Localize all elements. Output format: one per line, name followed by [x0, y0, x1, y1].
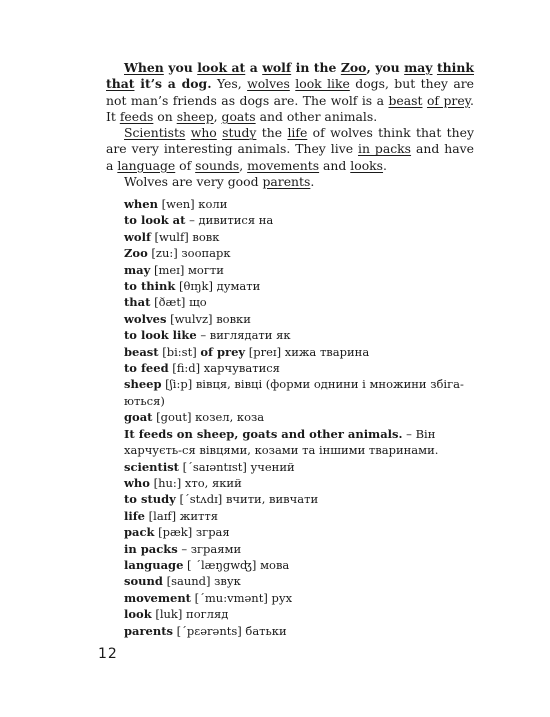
vocab-term: sound [124, 574, 163, 589]
vocab-term: movement [124, 590, 191, 605]
vocab-term: who [124, 475, 150, 490]
vocab-entry [124, 557, 474, 573]
vocab-term: goat [124, 410, 153, 425]
underlined-word: think that [106, 60, 474, 92]
vocab-entry [124, 229, 474, 245]
vocab-translation: [luk] погляд [151, 607, 229, 622]
vocab-term: pack [124, 525, 155, 540]
text-segment: Yes, [211, 76, 248, 92]
vocab-term: of prey [200, 344, 246, 359]
text-segment: you [163, 60, 198, 75]
vocab-entry [124, 541, 474, 557]
vocab-translation: [΄mu:vmənt] рух [191, 590, 293, 605]
underlined-word: may [404, 60, 433, 75]
underlined-word: Zoo [340, 60, 367, 75]
paragraph-2 [106, 125, 474, 174]
vocabulary-list [124, 196, 474, 639]
vocab-term: to look like [124, 328, 197, 343]
vocab-translation: [gout] козел, коза [152, 410, 265, 425]
vocab-entry [124, 491, 474, 507]
vocab-translation: [meɪ] могти [150, 262, 224, 277]
vocab-term: to study [124, 492, 176, 507]
text-segment: . [383, 157, 387, 173]
underlined-word: of prey [426, 92, 471, 108]
underlined-word: feeds [119, 108, 154, 124]
vocab-term: life [124, 508, 146, 523]
vocab-term: sheep [124, 377, 162, 392]
underlined-word: wolves [247, 76, 290, 92]
underlined-word: beast [388, 92, 423, 108]
underlined-word: study [222, 125, 257, 141]
vocab-entry [124, 623, 474, 639]
vocab-term: beast [124, 344, 159, 359]
underlined-word: look like [295, 76, 350, 92]
vocab-entry [124, 327, 474, 343]
text-segment: dogs, but they are not man’s friends as dogs are. The wolf is a [106, 76, 474, 108]
vocab-entry [124, 590, 474, 606]
vocab-term: look [124, 607, 152, 622]
vocab-term: when [124, 197, 158, 211]
vocab-translation: – зграями [177, 541, 242, 556]
vocab-term: wolves [124, 311, 167, 326]
vocab-entry [124, 475, 474, 491]
vocab-translation: – Він харчуєть-ся вівцями, козами та іншими тваринами. [124, 426, 439, 458]
vocab-term: may [124, 262, 151, 277]
vocab-translation: [fi:d] харчуватися [168, 361, 280, 376]
text-segment: in the [291, 60, 341, 75]
underlined-word: sounds [195, 157, 240, 173]
vocab-translation: [wulvz] вовки [166, 311, 251, 326]
vocab-translation: – виглядати як [196, 328, 291, 343]
vocab-translation: [΄stʌdɪ] вчити, вивчати [175, 492, 319, 507]
vocab-translation: [saund] звук [162, 574, 241, 589]
vocab-term: to look at [124, 213, 186, 228]
vocab-entry [124, 459, 474, 475]
vocab-entry [124, 360, 474, 376]
vocab-entry [124, 196, 474, 212]
text-segment: and other animals. [255, 108, 378, 124]
reading-text [106, 60, 474, 190]
underlined-word: who [190, 125, 217, 141]
text-segment: and [319, 157, 351, 173]
vocab-translation: [ʃi:p] вівця, вівці (форми однини і множини збіга-ються) [124, 377, 464, 408]
vocab-translation: [pæk] зграя [154, 525, 230, 540]
text-segment: . [310, 174, 315, 190]
underlined-word: Scientists [124, 125, 186, 141]
vocab-entry [124, 409, 474, 425]
text-segment: , [213, 108, 222, 124]
text-segment: of [175, 157, 196, 173]
vocab-entry [124, 212, 474, 228]
vocab-translation: – дивитися на [185, 213, 274, 228]
vocab-entry [124, 524, 474, 540]
text-segment: of wolves think that they are very interesting animals. They live [106, 125, 474, 157]
underlined-word: look at [197, 60, 246, 75]
vocab-entry [124, 294, 474, 310]
underlined-word: life [287, 125, 308, 141]
vocab-term: language [124, 557, 184, 572]
vocab-entry [124, 606, 474, 622]
vocab-entry [124, 508, 474, 524]
vocab-translation: [ðæt] що [150, 295, 207, 310]
paragraph-3 [106, 174, 474, 190]
vocab-translation: [θɪŋk] думати [175, 279, 261, 294]
vocab-term: Zoo [124, 246, 148, 261]
vocab-entry [124, 278, 474, 294]
underlined-word: language [117, 157, 176, 173]
vocab-term: scientist [124, 459, 179, 474]
underlined-word: in packs [358, 141, 412, 157]
underlined-word: sheep [176, 108, 214, 124]
text-segment: a [245, 60, 263, 75]
vocab-term: to feed [124, 361, 169, 376]
vocab-term: that [124, 295, 151, 310]
vocab-translation: [laɪf] життя [145, 508, 218, 523]
underlined-word: parents [262, 174, 311, 190]
text-segment: . It [106, 92, 474, 124]
text-segment: Wolves are very good [124, 174, 263, 190]
page-number: 12 [98, 646, 118, 662]
text-segment: and have a [106, 141, 474, 173]
vocab-translation: [΄pɛərənts] батьки [173, 623, 287, 638]
vocab-entry [124, 245, 474, 261]
paragraph-1 [106, 60, 474, 125]
vocab-entry [124, 376, 474, 409]
vocab-entry [124, 573, 474, 589]
vocab-term: in packs [124, 541, 178, 556]
vocab-entry [124, 344, 474, 360]
vocab-translation: [΄saɪəntɪst] учений [179, 459, 295, 474]
vocab-translation: [hu:] хто, який [149, 475, 242, 490]
underlined-word: wolf [262, 60, 292, 75]
text-segment: , you [366, 60, 405, 75]
vocab-term: parents [124, 623, 174, 638]
vocab-term: wolf [124, 229, 151, 244]
vocab-entry [124, 311, 474, 327]
vocab-translation: [wen] коли [157, 197, 228, 211]
underlined-word: movements [247, 157, 320, 173]
underlined-word: When [124, 60, 164, 75]
text-segment: it’s a dog. [134, 76, 212, 92]
vocab-entry [124, 426, 474, 459]
text-segment: on [153, 108, 177, 124]
vocab-translation: [ ΄læŋgwʤ] мова [183, 557, 290, 572]
underlined-word: looks [350, 157, 384, 173]
text-segment: , [239, 157, 248, 173]
vocab-translation: [preɪ] хижа тварина [245, 344, 370, 359]
text-segment: the [256, 125, 288, 141]
vocab-translation: [bi:st] [158, 344, 201, 359]
vocab-term: to think [124, 279, 176, 294]
underlined-word: goats [221, 108, 256, 124]
vocab-entry [124, 262, 474, 278]
vocab-translation: [wulf] вовк [150, 229, 220, 244]
vocab-translation: [zu:] зоопарк [147, 246, 231, 261]
vocab-term: It feeds on sheep, goats and other animals. [124, 426, 403, 441]
